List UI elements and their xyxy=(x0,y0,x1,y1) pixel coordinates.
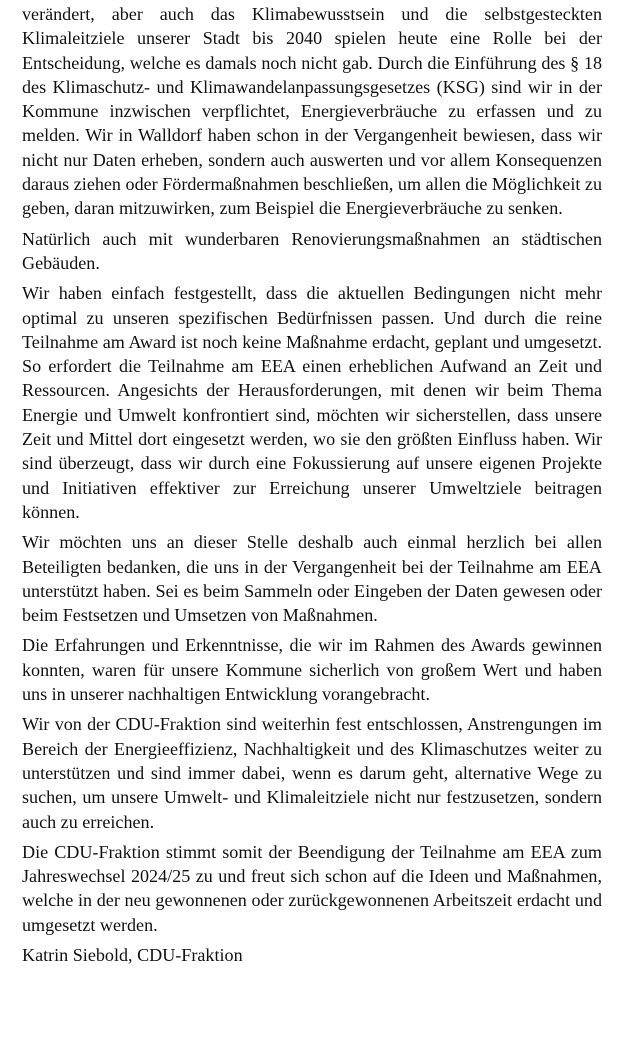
article-paragraph-3: Wir haben einfach festgestellt, dass die aktuellen Bedingungen nicht mehr optimal zu unseren spezifischen Bedürfnissen passen. Und durch die reine Teilnahme am Award ist noch keine Maßnahme erdacht, geplant und umgesetzt. So erfordert die Teilnahme am EEA einen erheblichen Aufwand an Zeit und Ressourcen. Angesichts der Herausforderungen, mit denen wir beim Thema Energie und Umwelt konfrontiert sind, möchten wir sicherstellen, dass unsere Zeit und Mittel dort eingesetzt werden, wo sie den größten Einfluss haben. Wir sind überzeugt, dass wir durch eine Fokussierung auf unsere eigenen Projekte und Initiativen effektiver zur Erreichung unserer Umweltziele beitragen können. xyxy=(22,283,602,522)
article-paragraph-1: verändert, aber auch das Klimabewusstsein und die selbstgesteckten Klimaleitziele unserer Stadt bis 2040 spielen heute eine Rolle bei der Entscheidung, welche es damals noch nicht gab. Durch die Einführung des § 18 des Klimaschutz- und Klimawandelanpassungsgesetzes (KSG) sind wir in der Kommune inzwischen verpflichtet, Energieverbräuche zu erfassen und zu melden. Wir in Walldorf haben schon in der Vergangenheit bewiesen, dass wir nicht nur Daten erheben, sondern auch auswerten und vor allem Konsequenzen daraus ziehen oder Fördermaßnahmen beschließen, um allen die Möglichkeit zu geben, daran mitzuwirken, zum Beispiel die Energieverbräuche zu senken. xyxy=(22,4,602,219)
article-paragraph-2: Natürlich auch mit wunderbaren Renovierungsmaßnahmen an städtischen Gebäuden. xyxy=(22,228,602,273)
article-paragraph-7: Die CDU-Fraktion stimmt somit der Beendigung der Teilnahme am EEA zum Jahreswechsel 2024/25 zu und freut sich schon auf die Ideen und Maßnahmen, welche in der neu gewonnenen oder zurückgewonnenen Arbeitszeit erdacht und umgesetzt werden. xyxy=(22,841,602,935)
author-signature: Katrin Siebold, CDU-Fraktion xyxy=(22,944,243,965)
article-paragraph-4: Wir möchten uns an dieser Stelle deshalb auch einmal herzlich bei allen Beteiligten bedanken, die uns in der Vergangenheit bei der Teilnahme am EEA unterstützt haben. Sei es beim Sammeln oder Eingeben der Daten gewesen oder beim Festsetzen und Umsetzen von Maßnahmen. xyxy=(22,532,602,626)
article-paragraph-5: Die Erfahrungen und Erkenntnisse, die wir im Rahmen des Awards gewinnen konnten, waren für unsere Kommune sicherlich von großem Wert und haben uns in unserer nachhaltigen Entwicklung vorangebracht. xyxy=(22,635,602,705)
article-paragraph-6: Wir von der CDU-Fraktion sind weiterhin fest entschlossen, Anstrengungen im Bereich der Energieeffizienz, Nachhaltigkeit und des Klimaschutzes weiter zu unterstützen und sind immer dabei, wenn es darum geht, alternative Wege zu suchen, um unsere Umwelt- und Klimaleitziele nicht nur festzusetzen, sondern auch zu erreichen. xyxy=(22,714,602,832)
